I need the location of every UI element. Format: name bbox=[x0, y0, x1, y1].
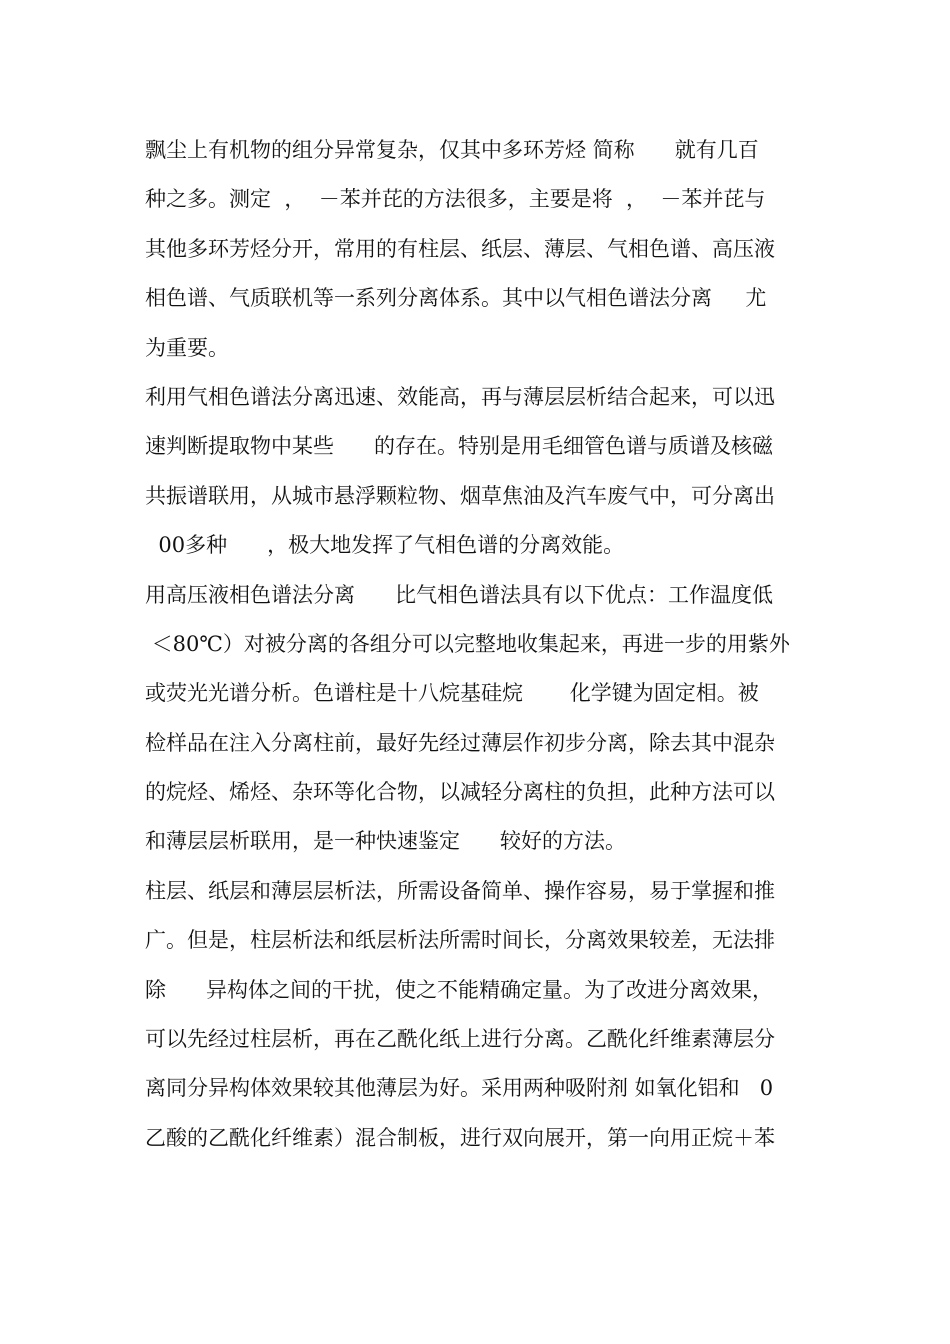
text-line: 广。但是，柱层析法和纸层析法所需时间长，分离效果较差，无法排 bbox=[145, 928, 775, 953]
text-line: 00多种 ，极大地发挥了气相色谱的分离效能。 bbox=[145, 533, 625, 558]
text-line: 可以先经过柱层析，再在乙酰化纸上进行分离。乙酰化纤维素薄层分 bbox=[145, 1027, 775, 1052]
text-line: 检样品在注入分离柱前，最好先经过薄层作初步分离，除去其中混杂 bbox=[145, 730, 775, 755]
text-line: 或荧光光谱分析。色谱柱是十八烷基硅烷 化学键为固定相。被 bbox=[145, 681, 759, 706]
text-line: 利用气相色谱法分离迅速、效能高，再与薄层层析结合起来，可以迅 bbox=[145, 384, 775, 409]
text-line: 种之多。测定 ， －苯并芘的方法很多，主要是将 ， －苯并芘与 bbox=[145, 187, 766, 212]
text-line: 离同分异构体效果较其他薄层为好。采用两种吸附剂 如氧化铝和 0 bbox=[145, 1076, 774, 1101]
text-line: 相色谱、气质联机等一系列分离体系。其中以气相色谱法分离 尤 bbox=[145, 286, 767, 311]
text-line: 的烷烃、烯烃、杂环等化合物，以减轻分离柱的负担，此种方法可以 bbox=[145, 780, 775, 805]
text-line: 乙酸的乙酰化纤维素）混合制板，进行双向展开，第一向用正烷＋苯 bbox=[145, 1125, 775, 1150]
text-line: 除 异构体之间的干扰，使之不能精确定量。为了改进分离效果， bbox=[145, 977, 774, 1002]
text-line: 速判断提取物中某些 的存在。特别是用毛细管色谱与质谱及核磁 bbox=[145, 434, 774, 459]
text-line: 和薄层层析联用，是一种快速鉴定 较好的方法。 bbox=[145, 829, 627, 854]
text-line: 飘尘上有机物的组分异常复杂，仅其中多环芳烃 简称 就有几百 bbox=[145, 138, 759, 162]
text-line: ＜80℃）对被分离的各组分可以完整地收集起来，再进一步的用紫外 bbox=[145, 631, 790, 656]
document-body bbox=[145, 126, 810, 1163]
text-line: 为重要。 bbox=[145, 335, 229, 360]
text-line: 柱层、纸层和薄层层析法，所需设备简单、操作容易，易于掌握和推 bbox=[145, 878, 775, 903]
text-line: 其他多环芳烃分开，常用的有柱层、纸层、薄层、气相色谱、高压液 bbox=[145, 236, 775, 261]
text-line: 共振谱联用，从城市悬浮颗粒物、烟草焦油及汽车废气中，可分离出 bbox=[145, 483, 775, 508]
text-line: 用高压液相色谱法分离 比气相色谱法具有以下优点：工作温度低 bbox=[145, 582, 774, 607]
